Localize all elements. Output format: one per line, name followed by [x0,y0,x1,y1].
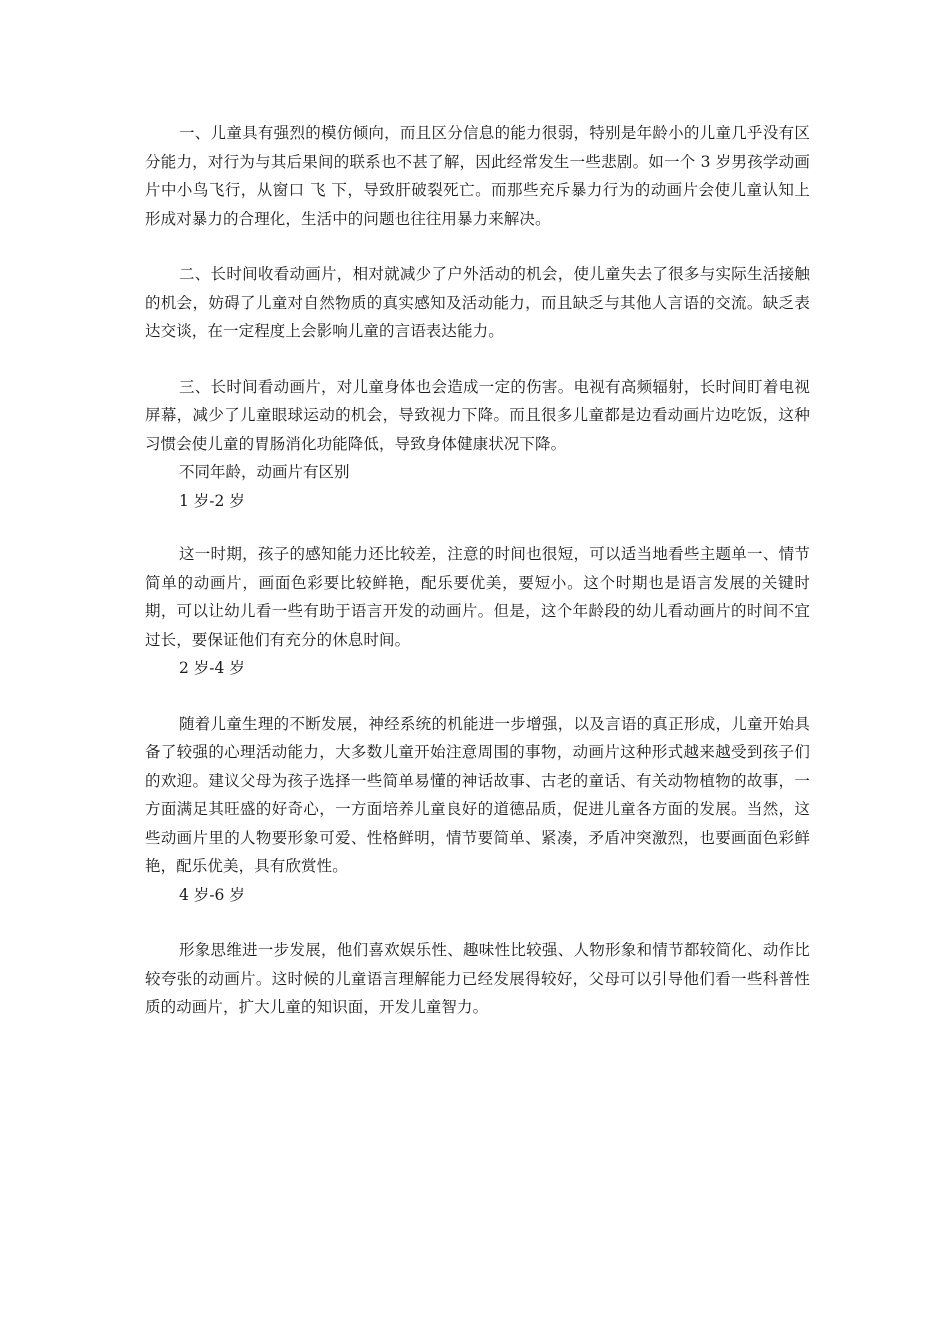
age-text-1-2: 这一时期，孩子的感知能力还比较差，注意的时间也很短，可以适当地看些主题单一、情节简单的动画片，画面色彩要比较鲜艳，配乐要优美，要短小。这个时期也是语言发展的关键时期，可以让幼儿看一些有助于语言开发的动画片。但是，这个年龄段的幼儿看动画片的时间不宜过长，要保证他们有充分的休息时间。 [145,545,810,649]
document-body [145,119,810,1022]
paragraph-physical-harm: 三、长时间看动画片，对儿童身体也会造成一定的伤害。电视有高频辐射，长时间盯着电视屏幕，减少了儿童眼球运动的机会，导致视力下降。而且很多儿童都是边看动画片边吃饭，这种习惯会使儿童的胃肠消化功能降低，导致身体健康状况下降。 [145,377,810,453]
age-text-2-4: 随着儿童生理的不断发展，神经系统的机能进一步增强，以及言语的真正形成，儿童开始具备了较强的心理活动能力，大多数儿童开始注意周围的事物，动画片这种形式越来越受到孩子们的欢迎。建议父母为孩子选择一些简单易懂的神话故事、古老的童话、有关动物植物的故事，一方面满足其旺盛的好奇心，一方面培养儿童良好的道德品质，促进儿童各方面的发展。当然，这些动画片里的人物要形象可爱、性格鲜明，情节要简单、紧凑，矛盾冲突激烈，也要画面色彩鲜艳，配乐优美，具有欣赏性。 [145,714,810,875]
age-label-1-2: 1 岁-2 岁 [179,491,245,510]
age-label-4-6: 4 岁-6 岁 [179,885,245,904]
paragraph-outdoor-activity: 二、长时间收看动画片，相对就减少了户外活动的机会，使儿童失去了很多与实际生活接触的机会，妨碍了儿童对自然物质的真实感知及活动能力，而且缺乏与其他人言语的交流。缺乏表达交谈，在一定程度上会影响儿童的言语表达能力。 [145,265,810,340]
section-title: 不同年龄，动画片有区别 [179,463,350,481]
paragraph-imitation: 一、儿童具有强烈的模仿倾向，而且区分信息的能力很弱，特别是年龄小的儿童几乎没有区分能力，对行为与其后果间的联系也不甚了解，因此经常发生一些悲剧。如一个 3 岁男孩学动画片中小鸟飞行，从窗口 飞 下，导致肝破裂死亡。而那些充斥暴力行为的动画片会使儿童认知上形成对暴力的合理化，生活中的问题也往往用暴力来解决。 [145,124,810,228]
age-text-4-6: 形象思维进一步发展，他们喜欢娱乐性、趣味性比较强、人物形象和情节都较简化、动作比较夸张的动画片。这时候的儿童语言理解能力已经发展得较好，父母可以引导他们看一些科普性质的动画片，扩大儿童的知识面，开发儿童智力。 [145,941,810,1016]
age-label-2-4: 2 岁-4 岁 [179,659,245,677]
